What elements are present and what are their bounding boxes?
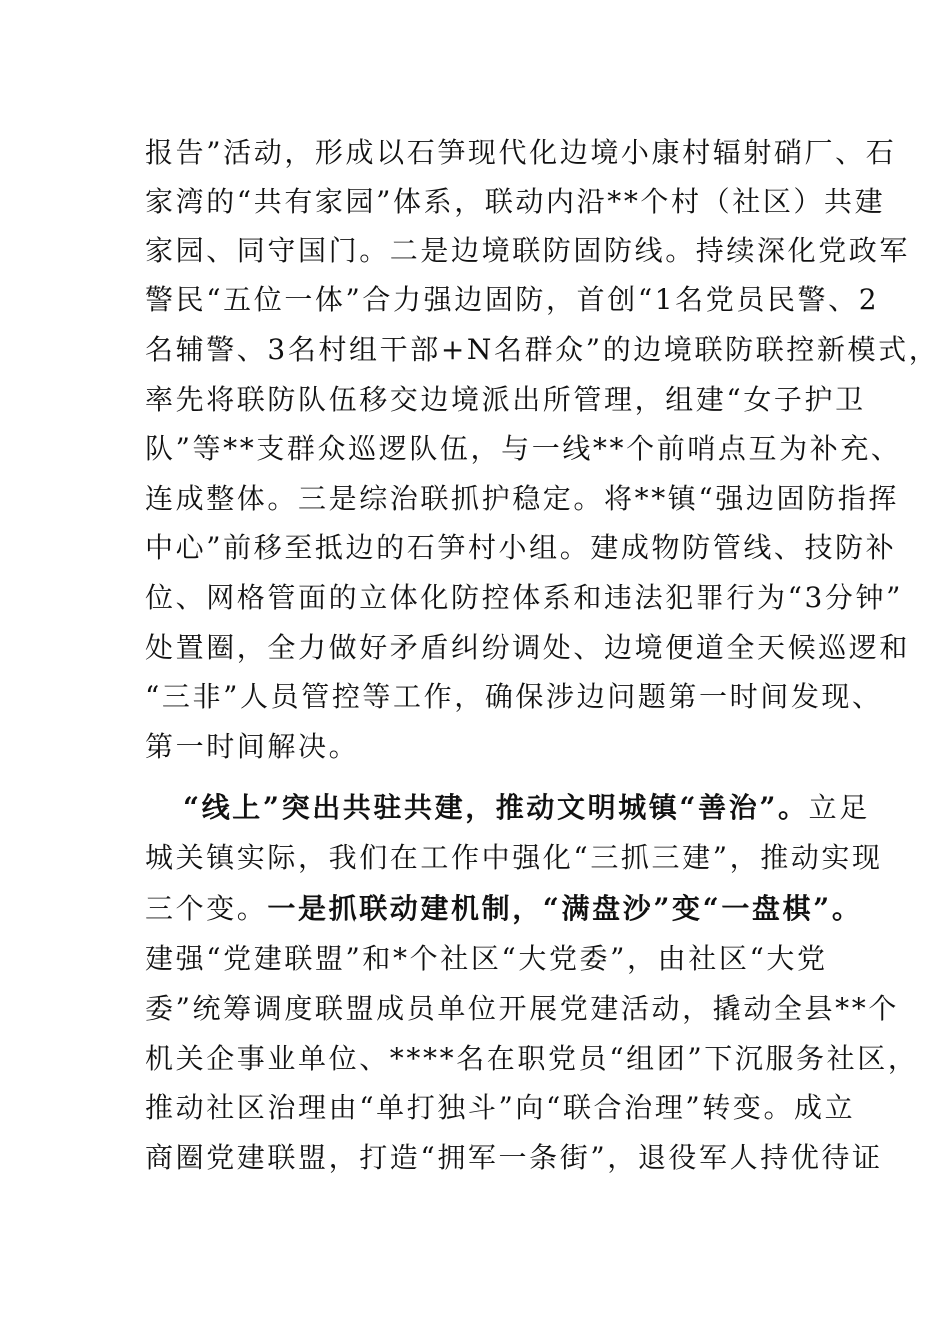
text-span: 立足 (808, 791, 870, 824)
paragraph-heading-line (183, 784, 870, 832)
text-line: 建强“党建联盟”和*个社区“大党委”，由社区“大党 (145, 942, 828, 975)
text-line: 委”统筹调度联盟成员单位开展党建活动，撬动全县**个 (145, 992, 899, 1025)
section-heading: “线上”突出共驻共建，推动文明城镇“善治”。 (183, 791, 809, 824)
text-line: 机关企事业单位、****名在职党员“组团”下沉服务社区， (145, 1042, 919, 1075)
text-span: 三个变。 (145, 892, 268, 925)
text-line: 率先将联防队伍移交边境派出所管理，组建“女子护卫 (145, 383, 866, 416)
text-line: 队”等**支群众巡逻队伍，与一线**个前哨点互为补充、 (145, 432, 902, 465)
text-line: 推动社区治理由“单打独斗”向“联合治理”转变。成立 (145, 1091, 856, 1124)
text-line: 连成整体。三是综治联抓护稳定。将**镇“强边固防指挥 (145, 482, 899, 515)
text-line: 商圈党建联盟，打造“拥军一条街”，退役军人持优待证 (145, 1141, 883, 1174)
text-line: 家园、同守国门。二是边境联防固防线。持续深化党政军 (145, 234, 911, 267)
text-line: 报告”活动，形成以石笋现代化边境小康村辐射硝厂、石 (145, 136, 897, 169)
text-line: 第一时间解决。 (145, 730, 360, 763)
text-line: “三非”人员管控等工作，确保涉边问题第一时间发现、 (145, 680, 883, 713)
text-line: 中心”前移至抵边的石笋村小组。建成物防管线、技防补 (145, 531, 897, 564)
text-line: 位、网格管面的立体化防控体系和违法犯罪行为“3分钟” (145, 581, 904, 614)
text-line (145, 885, 863, 933)
text-line: 处置圈，全力做好矛盾纠纷调处、边境便道全天候巡逻和 (145, 631, 911, 664)
subheading: 一是抓联动建机制，“满盘沙”变“一盘棋”。 (267, 892, 863, 925)
text-line: 家湾的“共有家园”体系，联动内沿**个村（社区）共建 (145, 185, 886, 218)
text-line: 名辅警、3名村组干部+N名群众”的边境联防联控新模式， (145, 333, 940, 366)
text-line: 城关镇实际，我们在工作中强化“三抓三建”，推动实现 (145, 841, 883, 874)
text-line: 警民“五位一体”合力强边固防，首创“1名党员民警、2 (145, 283, 880, 316)
